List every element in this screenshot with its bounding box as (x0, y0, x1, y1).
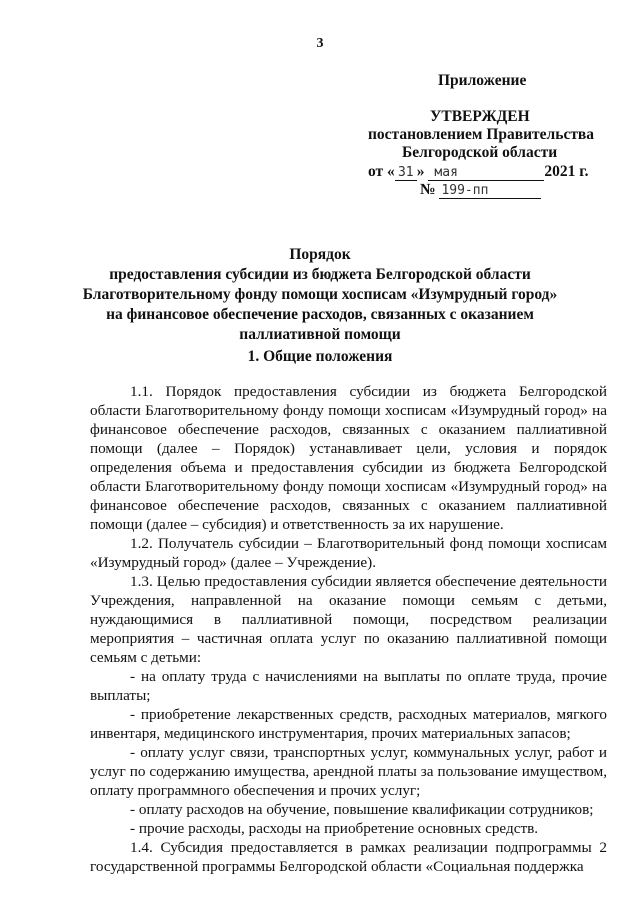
page-number: 3 (316, 36, 324, 51)
title-line-4: на финансовое обеспечение расходов, связанных с оказанием (106, 306, 534, 323)
date-day: 31 (395, 166, 417, 181)
paragraph-1-2: 1.2. Получатель субсидии – Благотворительный фонд помощи хосписам «Изумрудный город» (далее – Учреждение). (90, 535, 607, 571)
title-line-1: Порядок (289, 246, 351, 263)
approval-number (420, 181, 541, 199)
list-item: - оплату услуг связи, транспортных услуг, коммунальных услуг, работ и услуг по содержанию имущества, арендной платы за пользование имуществом, оплату программного обеспечения и прочих услуг; (90, 744, 607, 799)
paragraph-1-4: 1.4. Субсидия предоставляется в рамках реализации подпрограммы 2 государственной программы Белгородской области «Социальная поддержка (90, 839, 607, 875)
number-prefix: № (420, 181, 436, 198)
date-month: мая (428, 166, 544, 181)
date-separator: » (416, 163, 425, 180)
number-value: 199-пп (439, 184, 541, 199)
approval-date (368, 163, 588, 181)
list-item: - оплату расходов на обучение, повышение квалификации сотрудников; (130, 801, 594, 818)
resolution-label: постановлением Правительства (368, 126, 595, 143)
appendix-label: Приложение (438, 72, 527, 89)
document-body (90, 382, 607, 876)
paragraph-1-3: 1.3. Целью предоставления субсидии является обеспечение деятельности Учреждения, направленной на оказание помощи семьям с детьми, нуждающимися в паллиативной помощи, посредством реализации мероприятия – частичная оплата услуг по оказанию паллиативной помощи семьям с детьми: (90, 573, 607, 666)
title-line-2: предоставления субсидии из бюджета Белгородской области (109, 266, 531, 283)
paragraph-1-1: 1.1. Порядок предоставления субсидии из бюджета Белгородской области Благотворительному фонду помощи хосписам «Изумрудный город» на финансовое обеспечение расходов, связанных с оказанием паллиативной помощи (далее – Порядок) устанавливает цели, условия и порядок определения объема и предоставления субсидии из бюджета Белгородской области Благотворительному фонду помощи хосписам «Изумрудный город» на финансовое обеспечение расходов, связанных с оказанием паллиативной помощи (далее – субсидия) и ответственность за их нарушение. (90, 383, 607, 533)
region-label: Белгородской области (402, 144, 558, 161)
title-line-3: Благотворительному фонду помощи хосписам «Изумрудный город» (82, 286, 558, 303)
list-item: - приобретение лекарственных средств, расходных материалов, мягкого инвентаря, медицинского инструментария, прочих материальных запасов; (90, 706, 607, 742)
document-title (0, 245, 640, 345)
date-year: 2021 г. (544, 163, 589, 180)
section-heading: 1. Общие положения (247, 348, 393, 365)
approved-label: УТВЕРЖДЕН (430, 108, 530, 125)
list-item: - прочие расходы, расходы на приобретение основных средств. (130, 820, 539, 837)
date-prefix: от « (368, 163, 395, 180)
list-item: - на оплату труда с начислениями на выплаты по оплате труда, прочие выплаты; (90, 668, 607, 704)
title-line-5: паллиативной помощи (239, 326, 401, 343)
